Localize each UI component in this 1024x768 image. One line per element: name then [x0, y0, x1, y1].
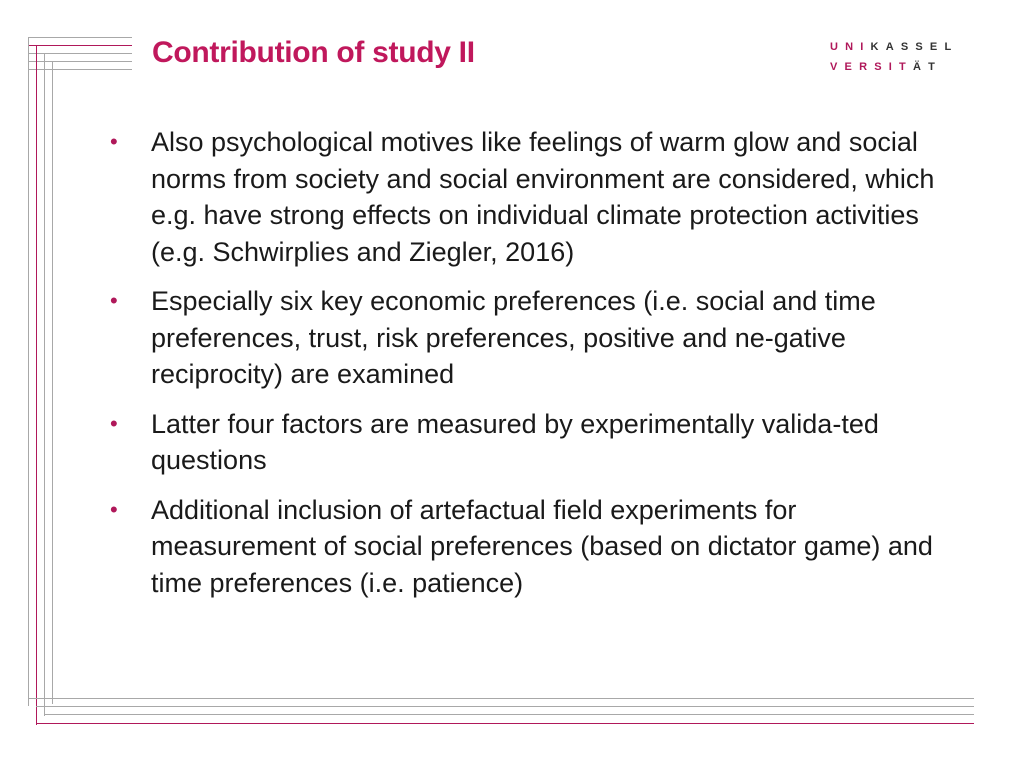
frame-line: [28, 37, 132, 38]
slide-content: [108, 124, 968, 614]
logo-text: ÄT: [912, 61, 943, 73]
frame-line: [36, 45, 37, 725]
bullet-text: Also psychological motives like feelings of warm glow and social norms from society and social environment are considered, which e.g. have strong effects on individual climate protection activities (e.g. Schwirplies and Ziegler, 2016): [151, 127, 935, 267]
frame-line: [28, 698, 974, 699]
bullet-icon: •: [110, 129, 118, 154]
university-logo: [830, 37, 980, 77]
frame-line: [44, 53, 45, 716]
frame-line: [52, 61, 53, 704]
bullet-icon: •: [110, 410, 118, 436]
bullet-list: [108, 124, 968, 601]
frame-line: [28, 37, 29, 706]
logo-text: UNI: [830, 41, 871, 53]
frame-line: [36, 706, 974, 707]
bullet-text: Additional inclusion of artefactual field experiments for measurement of social preferences (based on dictator game) and time preferences (i.e. patience): [151, 494, 933, 598]
bullet-item: [108, 283, 968, 393]
bullet-text: Latter four factors are measured by experimentally valida-ted questions: [151, 408, 879, 475]
bullet-text: Especially six key economic preferences (i.e. social and time preferences, trust, risk preferences, positive and ne-gative reciprocity) are examined: [151, 286, 876, 389]
frame-line: [28, 45, 132, 46]
bullet-icon: •: [110, 288, 118, 313]
logo-text: VERSIT: [830, 61, 913, 73]
bullet-item: [108, 124, 968, 270]
logo-text: KASSEL: [870, 41, 959, 53]
frame-line: [44, 714, 974, 715]
bullet-item: [108, 492, 968, 602]
bullet-icon: •: [110, 496, 118, 522]
slide-title: Contribution of study II: [152, 36, 475, 69]
frame-line: [36, 723, 974, 724]
bullet-item: [108, 406, 968, 479]
